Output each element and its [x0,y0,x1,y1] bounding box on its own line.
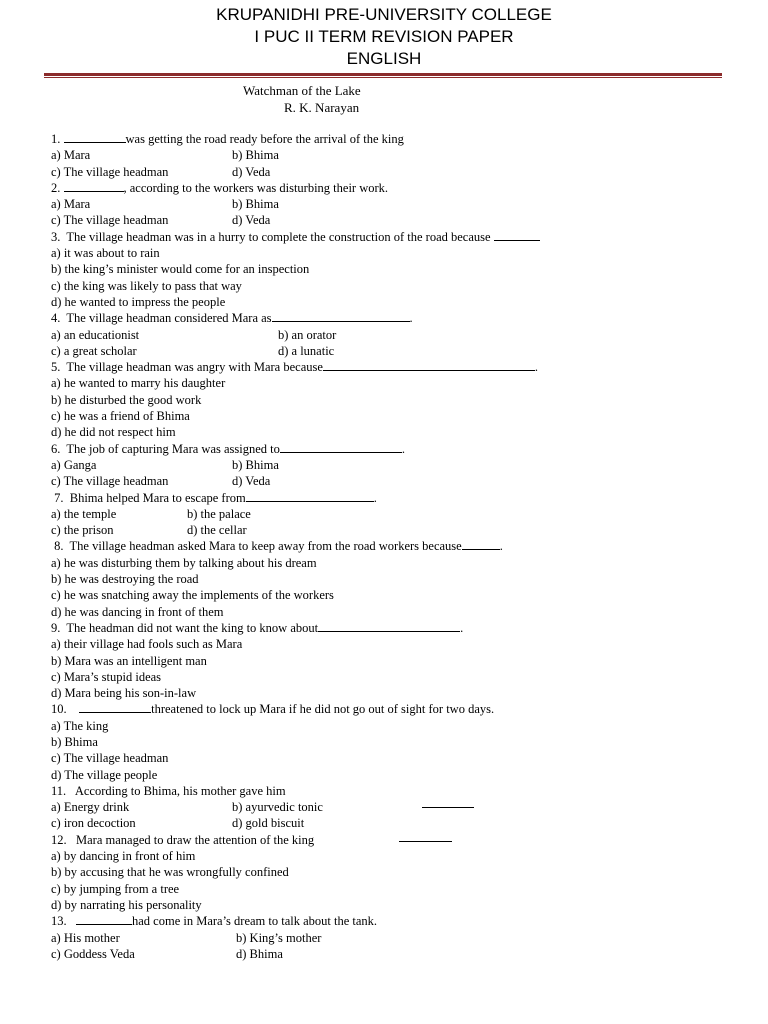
question-8: 8. The village headman asked Mara to keep away from the road workers because . [54,539,503,554]
option: a) he wanted to marry his daughter [51,376,226,391]
option: c) the king was likely to pass that way [51,278,242,293]
options-row: a) Ganga b) Bhima [51,457,279,472]
option: a) The king [51,718,109,733]
option: a) their village had fools such as Mara [51,637,243,652]
option: d) by narrating his personality [51,897,202,912]
option: c) he was a friend of Bhima [51,409,190,424]
document-header [0,0,768,70]
option: a) it was about to rain [51,246,160,261]
options-row: c) the prison d) the cellar [51,523,247,538]
options-row: c) a great scholar d) a lunatic [51,343,335,358]
question-10: 10. threatened to lock up Mara if he did not go out of sight for two days. [51,702,495,717]
answer-blank [494,229,540,241]
option: c) by jumping from a tree [51,881,180,896]
answer-blank [462,538,500,550]
lesson-title: Watchman of the Lake [243,83,361,98]
college-name: KRUPANIDHI PRE-UNIVERSITY COLLEGE [216,5,552,24]
option: b) he was destroying the road [51,572,199,587]
question-1: 1. was getting the road ready before the arrival of the king [51,132,404,146]
question-11: 11. According to Bhima, his mother gave him [51,783,286,798]
option: b) Bhima [51,734,98,749]
question-2: 2. , according to the workers was disturbing their work. [51,180,389,195]
options-row: a) an educationist b) an orator [51,327,337,342]
options-row: c) iron decoction d) gold biscuit [51,816,305,831]
answer-blank [280,441,402,453]
answer-blank [318,620,460,632]
option: c) The village headman [51,751,169,766]
options-row: a) His mother b) King’s mother [51,930,322,945]
lesson-author: R. K. Narayan [284,100,360,115]
answer-blank [272,310,410,322]
option: c) Mara’s stupid ideas [51,669,162,684]
question-3: 3. The village headman was in a hurry to complete the construction of the road because [51,229,721,245]
header-divider [44,73,722,78]
options-row: c) The village headman d) Veda [51,213,271,228]
answer-blank [399,841,452,842]
options-row: a) Mara b) Bhima [51,197,279,212]
question-9: 9. The headman did not want the king to know about . [51,620,464,635]
option: d) he was dancing in front of them [51,604,224,619]
question-4: 4. The village headman considered Mara as . [51,311,413,326]
options-row: c) The village headman d) Veda [51,164,271,179]
answer-blank [64,180,124,192]
paper-title: I PUC II TERM REVISION PAPER [254,27,514,46]
subject-title: ENGLISH [346,49,422,68]
question-7: 7. Bhima helped Mara to escape from . [54,490,377,505]
options-row: a) Mara b) Bhima [51,148,279,163]
answer-blank [246,490,374,502]
option: d) Mara being his son-in-law [51,686,197,701]
answer-blank [64,131,126,143]
option: b) the king’s minister would come for an inspection [51,262,310,277]
option: a) he was disturbing them by talking about his dream [51,555,317,570]
option: b) he disturbed the good work [51,392,202,407]
options-row: c) The village headman d) Veda [51,474,271,489]
question-13: 13. had come in Mara’s dream to talk about the tank. [51,914,378,929]
option: c) he was snatching away the implements of the workers [51,588,334,603]
options-row: c) Goddess Veda d) Bhima [51,946,283,961]
options-row: a) Energy drink b) ayurvedic tonic [51,799,721,815]
option: d) he wanted to impress the people [51,294,226,309]
answer-blank [323,359,535,371]
question-5: 5. The village headman was angry with Mara because . [51,360,539,375]
answer-blank [422,807,474,808]
answer-blank [76,913,132,925]
option: d) The village people [51,767,158,782]
options-row: a) the temple b) the palace [51,506,251,521]
question-12: 12. Mara managed to draw the attention of the king [51,832,721,848]
option: b) Mara was an intelligent man [51,653,207,668]
question-6: 6. The job of capturing Mara was assigned to . [51,441,406,456]
question-list [51,131,721,962]
option: d) he did not respect him [51,425,176,440]
option: b) by accusing that he was wrongfully confined [51,865,289,880]
option: a) by dancing in front of him [51,849,196,864]
answer-blank [79,701,151,713]
